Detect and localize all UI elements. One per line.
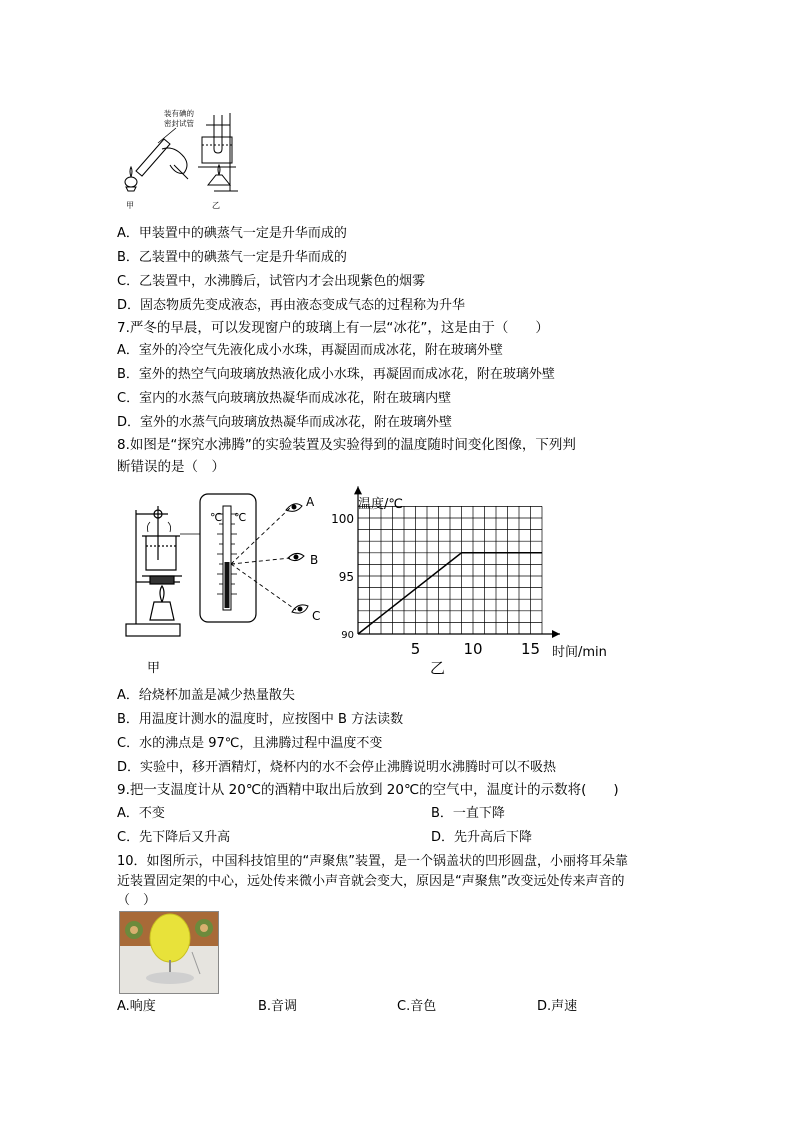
y-tick-label: 90 [341, 630, 354, 641]
chart-ylabel: 温度/℃ [358, 497, 403, 512]
eye-label-c: C [312, 609, 321, 623]
q7-option-d: D．室外的水蒸气向玻璃放热凝华而成冰花，附在玻璃外壁 [117, 415, 453, 430]
eye-label-b: B [310, 553, 319, 567]
q10-option-c: C.音色 [397, 999, 437, 1014]
q8-option-c: C．水的沸点是 97℃，且沸腾过程中温度不变 [117, 736, 383, 751]
q9-option-d: D．先升高后下降 [431, 830, 533, 845]
chart-ticks [331, 512, 540, 658]
y-axis-arrow-icon [354, 486, 362, 494]
q8-stem-line1: 8.如图是“探究水沸腾”的实验装置及实验得到的温度随时间变化图像，下列判 [117, 437, 576, 453]
q6-option-c: C．乙装置中，水沸腾后，试管内才会出现紫色的烟雾 [117, 274, 426, 289]
q8-option-a: A．给烧杯加盖是减少热量散失 [117, 688, 295, 703]
iodine-apparatus-figure [118, 105, 248, 211]
chart-grid [358, 506, 542, 634]
q9-stem: 9.把一支温度计从 20℃的酒精中取出后放到 20℃的空气中，温度计的示数将( ) [117, 782, 619, 798]
chart-xlabel: 时间/min [552, 645, 607, 660]
q9-option-b: B．一直下降 [431, 806, 505, 821]
q7-option-b: B．室外的热空气向玻璃放热液化成小水珠，再凝固而成冰花，附在玻璃外壁 [117, 367, 555, 382]
fig-label-jia: 甲 [147, 661, 161, 676]
q9-option-a: A．不变 [117, 806, 165, 821]
y-tick-label: 95 [338, 570, 354, 584]
q6-option-d: D．固态物质先变成液态，再由液态变成气态的过程称为升华 [117, 298, 466, 313]
q10-stem-line1: 10．如图所示，中国科技馆里的“声聚焦”装置，是一个锅盖状的凹形圆盘，小丽将耳朵靠 [117, 854, 629, 869]
q8-stem-line2: 断错误的是（ ） [117, 459, 225, 475]
sound-focus-photo [119, 911, 219, 994]
q10-option-d: D.声速 [537, 999, 578, 1014]
q10-stem-line3: （ ） [117, 893, 157, 908]
q7-option-c: C．室内的水蒸气向玻璃放热凝华而成冰花，附在玻璃内壁 [117, 391, 452, 406]
x-tick-label: 5 [410, 640, 421, 658]
q8-option-d: D．实验中，移开酒精灯，烧杯内的水不会停止沸腾说明水沸腾时可以不吸热 [117, 760, 557, 775]
boiling-apparatus-figure [120, 484, 340, 680]
temperature-time-chart [330, 484, 620, 676]
thermo-unit-right: ℃ [234, 511, 247, 524]
x-axis-arrow-icon [552, 630, 560, 638]
q9-option-c: C．先下降后又升高 [117, 830, 231, 845]
q10-option-a: A.响度 [117, 999, 156, 1014]
x-tick-label: 15 [520, 640, 541, 658]
fig1-label-jia: 甲 [126, 201, 134, 210]
q7-option-a: A．室外的冷空气先液化成小水珠，再凝固而成冰花，附在玻璃外壁 [117, 343, 503, 358]
q6-option-a: A．甲装置中的碘蒸气一定是升华而成的 [117, 226, 347, 241]
eye-label-a: A [306, 495, 315, 509]
q8-option-b: B．用温度计测水的温度时，应按图中 B 方法读数 [117, 712, 404, 727]
fig-label-yi: 乙 [430, 659, 446, 676]
sealed-tube-label-line1: 装有碘的 [164, 109, 194, 118]
q7-stem: 7.严冬的早晨，可以发现窗户的玻璃上有一层“冰花”，这是由于（ ） [117, 320, 549, 336]
sealed-tube-label-line2: 密封试管 [164, 119, 194, 128]
thermo-unit-left: ℃ [210, 511, 223, 524]
x-tick-label: 10 [463, 640, 483, 658]
y-tick-label: 100 [331, 512, 354, 526]
q6-option-b: B．乙装置中的碘蒸气一定是升华而成的 [117, 250, 347, 265]
q10-stem-line2: 近装置固定架的中心，远处传来微小声音就会变大，原因是“声聚焦”改变远处传来声音的 [117, 874, 625, 889]
q10-option-b: B.音调 [258, 999, 298, 1014]
fig1-label-yi: 乙 [212, 201, 220, 210]
